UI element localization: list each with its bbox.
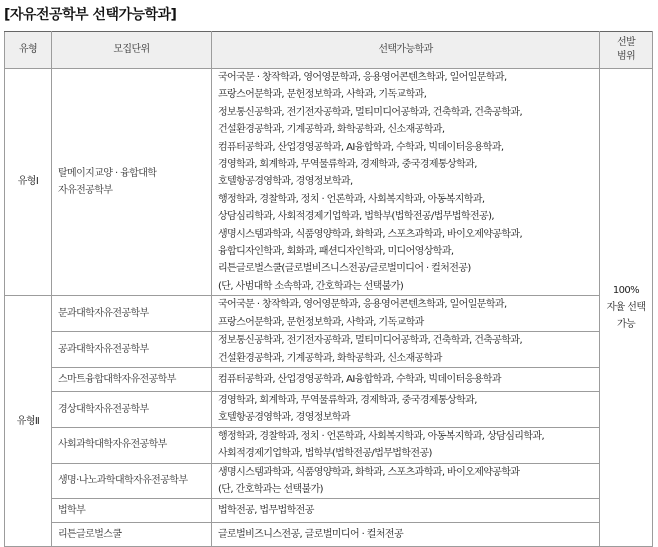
type2-depts (212, 523, 600, 547)
type1-dept-line: 행정학과, 경찰학과, 정치 · 언론학과, 사회복지학과, 아동복지학과, (218, 193, 485, 205)
type2-dept-line: 프랑스어문학과, 문헌정보학과, 사학과, 기독교학과 (218, 316, 424, 328)
type2-dept-line: 컴퓨터공학과, 산업경영공학과, AI융합학과, 수학과, 빅데이터응용학과 (218, 373, 501, 385)
type2-depts (212, 427, 600, 463)
type1-depts (212, 69, 600, 296)
department-table (4, 31, 653, 547)
header-scope-line1: 선발 (616, 37, 636, 48)
type2-row (5, 499, 653, 523)
type2-row (5, 367, 653, 391)
type1-unit-line1: 탈메이지교양 · 융합대학 (58, 167, 157, 179)
type2-dept-line: 법학전공, 법무법학전공 (218, 505, 314, 517)
type2-depts (212, 367, 600, 391)
type2-row (5, 391, 653, 427)
type1-dept-line: 상담심리학과, 사회적경제기업학과, 법학부(법학전공/법무법학전공), (218, 211, 494, 223)
type1-label: 유형Ⅰ (5, 69, 52, 296)
type2-dept-line: 건설환경공학과, 기계공학과, 화학공학과, 신소재공학과 (218, 352, 442, 364)
type2-unit: 공과대학자유전공학부 (52, 332, 212, 368)
type2-dept-line: 호텔항공경영학과, 경영정보학과 (218, 412, 350, 424)
type2-dept-line: 생명시스템과학과, 식품영양학과, 화학과, 스포츠과학과, 바이오제약공학과 (218, 466, 520, 478)
scope-line2: 자율 선택 (606, 301, 646, 313)
type1-dept-line: (단, 사범대학 소속학과, 간호학과는 선택불가) (218, 280, 404, 292)
type1-unit-line2: 자유전공학부 (58, 185, 113, 197)
type1-dept-line: 리튼글로벌스쿨(글로벌비즈니스전공/글로벌미디어 · 컬처전공) (218, 263, 471, 275)
type1-dept-line: 컴퓨터공학과, 산업경영공학과, AI융합학과, 수학과, 빅데이터응용학과, (218, 141, 504, 153)
type2-depts (212, 391, 600, 427)
type2-unit: 리튼글로벌스쿨 (52, 523, 212, 547)
type1-dept-line: 건설환경공학과, 기계공학과, 화학공학과, 신소재공학과, (218, 124, 445, 136)
type1-dept-line: 정보통신공학과, 전기전자공학과, 멀티미디어공학과, 건축학과, 건축공학과, (218, 106, 523, 118)
type2-row (5, 296, 653, 332)
header-unit: 모집단위 (52, 32, 212, 69)
type2-label: 유형Ⅱ (5, 296, 52, 547)
header-row (5, 32, 653, 69)
type1-dept-line: 호텔항공경영학과, 경영정보학과, (218, 176, 353, 188)
type2-depts (212, 499, 600, 523)
header-type: 유형 (5, 32, 52, 69)
header-scope (600, 32, 653, 69)
scope-line1: 100% (612, 284, 640, 296)
type2-dept-line: 글로벌비즈니스전공, 글로벌미디어 · 컬처전공 (218, 529, 404, 541)
type2-dept-line: 정보통신공학과, 전기전자공학과, 멀티미디어공학과, 건축학과, 건축공학과, (218, 335, 523, 347)
type2-dept-line: 국어국문 · 창작학과, 영어영문학과, 응용영어콘텐츠학과, 일어일문학과, (218, 299, 507, 311)
scope-line3: 가능 (616, 319, 636, 331)
type1-dept-line: 국어국문 · 창작학과, 영어영문학과, 응용영어콘텐츠학과, 일어일문학과, (218, 72, 507, 83)
scope-cell (600, 69, 653, 547)
type1-dept-line: 프랑스어문학과, 문헌정보학과, 사학과, 기독교학과, (218, 89, 427, 101)
type2-depts (212, 296, 600, 332)
type2-dept-line: 사회적경제기업학과, 법학부(법학전공/법무법학전공) (218, 448, 432, 460)
header-scope-line2: 범위 (616, 51, 636, 62)
type2-row (5, 427, 653, 463)
type2-unit: 스마트융합대학자유전공학부 (52, 367, 212, 391)
type1-dept-line: 융합디자인학과, 회화과, 패션디자인학과, 미디어영상학과, (218, 246, 454, 258)
type2-row (5, 523, 653, 547)
type2-dept-line: 행정학과, 경찰학과, 정치 · 언론학과, 사회복지학과, 아동복지학과, 상담심리학과, (218, 430, 545, 442)
type2-unit: 생명·나노과학대학자유전공학부 (52, 463, 212, 499)
type2-unit: 사회과학대학자유전공학부 (52, 427, 212, 463)
type2-depts (212, 332, 600, 368)
page-title: [자유전공학부 선택가능학과] (4, 7, 177, 23)
type2-unit: 문과대학자유전공학부 (52, 296, 212, 332)
type2-unit: 법학부 (52, 499, 212, 523)
type1-dept-line: 경영학과, 회계학과, 무역물류학과, 경제학과, 중국경제통상학과, (218, 159, 477, 171)
header-depts: 선택가능학과 (212, 32, 600, 69)
type2-unit: 경상대학자유전공학부 (52, 391, 212, 427)
type2-row (5, 463, 653, 499)
type1-dept-line: 생명시스템과학과, 식품영양학과, 화학과, 스포츠과학과, 바이오제약공학과, (218, 228, 523, 240)
type2-depts (212, 463, 600, 499)
type1-row (5, 69, 653, 296)
type1-unit (52, 69, 212, 296)
type2-dept-line: (단, 간호학과는 선택불가) (218, 483, 323, 495)
type2-dept-line: 경영학과, 회계학과, 무역물류학과, 경제학과, 중국경제통상학과, (218, 394, 477, 406)
type2-row (5, 332, 653, 368)
